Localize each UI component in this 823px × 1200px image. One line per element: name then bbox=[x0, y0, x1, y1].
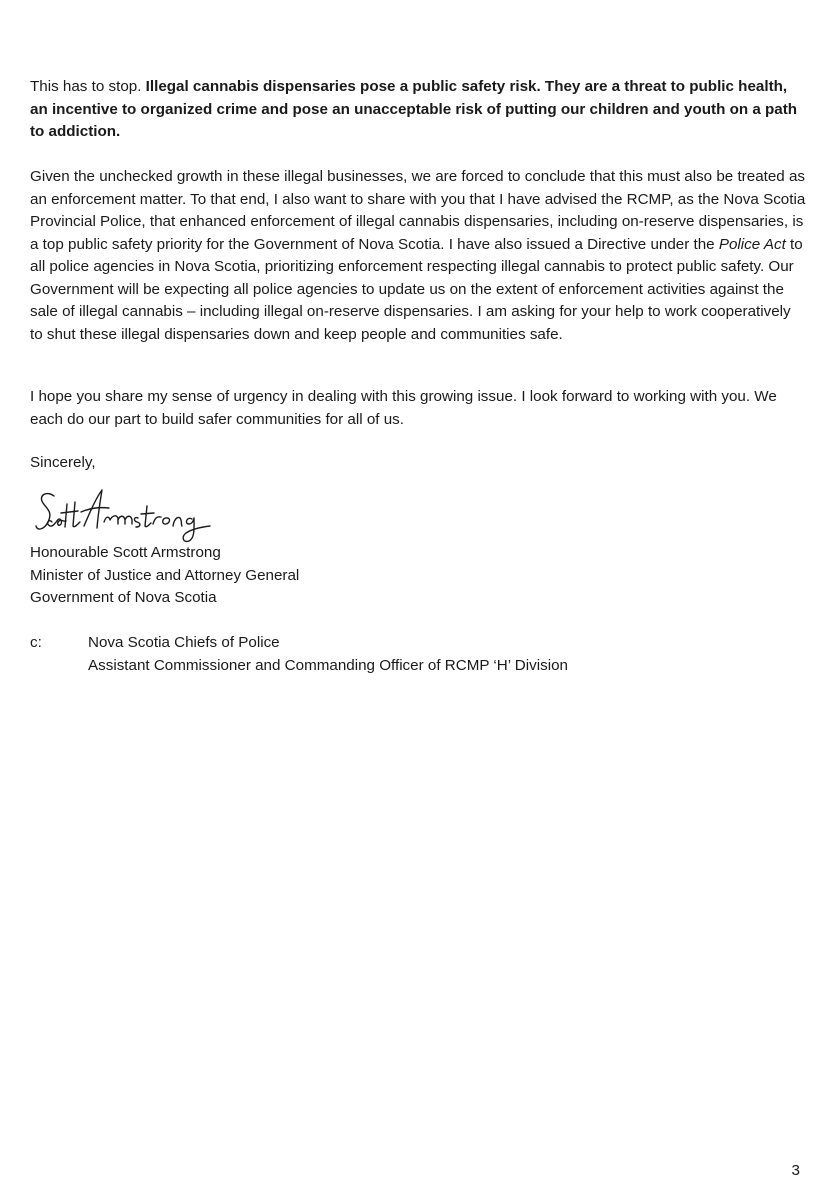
signatory-organization: Government of Nova Scotia bbox=[30, 589, 217, 606]
signatory-block bbox=[30, 542, 299, 610]
paragraph-bold-text: Illegal cannabis dispensaries pose a public safety risk. They are a threat to public health, an incentive to organized crime and pose an unacceptable risk of putting our children and youth on a path to addiction. bbox=[30, 78, 798, 140]
paragraph-urgency: I hope you share my sense of urgency in dealing with this growing issue. I look forward to working with you. We each do our part to build safer communities for all of us. bbox=[30, 388, 777, 428]
cc-recipient: Nova Scotia Chiefs of Police bbox=[88, 634, 280, 651]
signatory-title: Minister of Justice and Attorney General bbox=[30, 566, 300, 584]
paragraph-text-after-italic: to all police agencies in Nova Scotia, prioritizing enforcement respecting illegal cannabis to protect public safety. Our Government will be expecting all police agencies to update us on the extent of enforcement activities against the sale of illegal cannabis – including illegal on-reserve dispensaries. I am asking for your help to work cooperatively to shut these illegal dispensaries down and keep people and communities safe. bbox=[30, 235, 803, 343]
paragraph-text-before-italic: Given the unchecked growth in these illegal businesses, we are forced to conclude that this must also be treated as an enforcement matter. To that end, I also want to share with you that I have advised the RCMP, as the Nova Scotia Provincial Police, that enhanced enforcement of illegal cannabis dispensaries, including on-reserve dispensaries, is a top public safety priority for the Government of Nova Scotia. I have also issued a Directive under the bbox=[30, 168, 806, 253]
paragraph-enforcement bbox=[30, 166, 806, 346]
paragraph-lead-text: This has to stop. bbox=[30, 78, 146, 95]
page-number: 3 bbox=[791, 1162, 800, 1179]
cc-recipient: Assistant Commissioner and Commanding Officer of RCMP ‘H’ Division bbox=[88, 656, 568, 674]
paragraph-public-safety bbox=[30, 76, 806, 144]
police-act-italic: Police Act bbox=[718, 235, 786, 253]
cc-recipients bbox=[88, 632, 568, 677]
closing-salutation: Sincerely, bbox=[30, 454, 96, 471]
cc-label: c: bbox=[30, 634, 42, 651]
signatory-name: Honourable Scott Armstrong bbox=[30, 544, 221, 561]
handwritten-signature bbox=[34, 482, 224, 544]
